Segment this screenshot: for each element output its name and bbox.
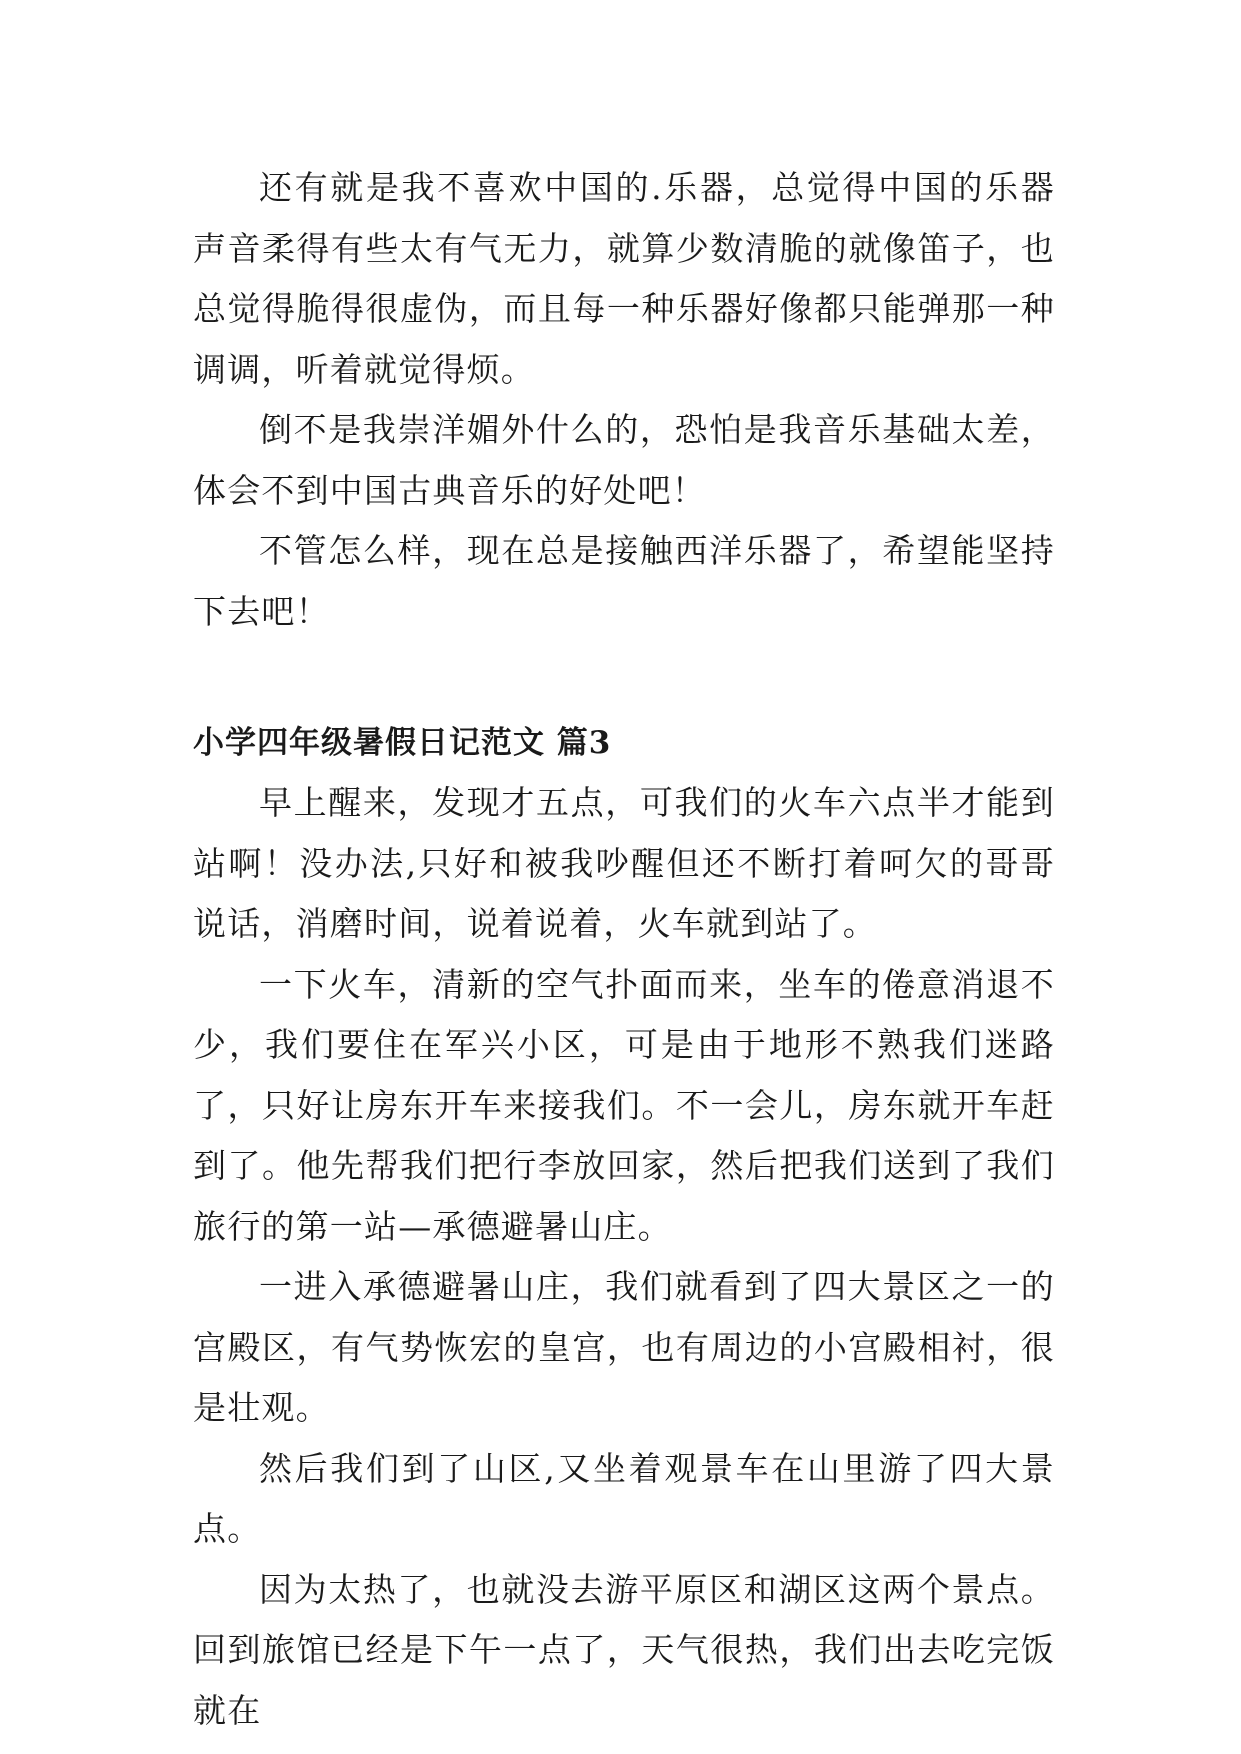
paragraph: 一进入承德避暑山庄，我们就看到了四大景区之一的宫殿区，有气势恢宏的皇宫，也有周边的小宫殿相衬，很是壮观。 <box>193 1267 1055 1427</box>
document-page <box>193 158 1055 1741</box>
paragraph: 早上醒来，发现才五点，可我们的火车六点半才能到站啊！没办法,只好和被我吵醒但还不断打着呵欠的哥哥说话，消磨时间，说着说着，火车就到站了。 <box>193 783 1055 943</box>
paragraph: 还有就是我不喜欢中国的.乐器，总觉得中国的乐器声音柔得有些太有气无力，就算少数清脆的就像笛子，也总觉得脆得很虚伪，而且每一种乐器好像都只能弹那一种调调，听着就觉得烦。 <box>193 168 1055 389</box>
paragraph: 倒不是我崇洋媚外什么的，恐怕是我音乐基础太差，体会不到中国古典音乐的好处吧！ <box>193 410 1055 510</box>
paragraph: 因为太热了，也就没去游平原区和湖区这两个景点。回到旅馆已经是下午一点了，天气很热，我们出去吃完饭就在 <box>193 1569 1055 1730</box>
section-gap <box>193 642 1055 713</box>
paragraph: 然后我们到了山区,又坐着观景车在山里游了四大景点。 <box>193 1448 1055 1548</box>
paragraph: 不管怎么样，现在总是接触西洋乐器了，希望能坚持下去吧！ <box>193 531 1055 631</box>
paragraph: 一下火车，清新的空气扑面而来，坐车的倦意消退不少，我们要住在军兴小区，可是由于地形不熟我们迷路了，只好让房东开车来接我们。不一会儿，房东就开车赶到了。他先帮我们把行李放回家，然后把我们送到了我们旅行的第一站—承德避暑山庄。 <box>193 964 1055 1246</box>
section-heading: 小学四年级暑假日记范文 篇3 <box>193 725 612 761</box>
